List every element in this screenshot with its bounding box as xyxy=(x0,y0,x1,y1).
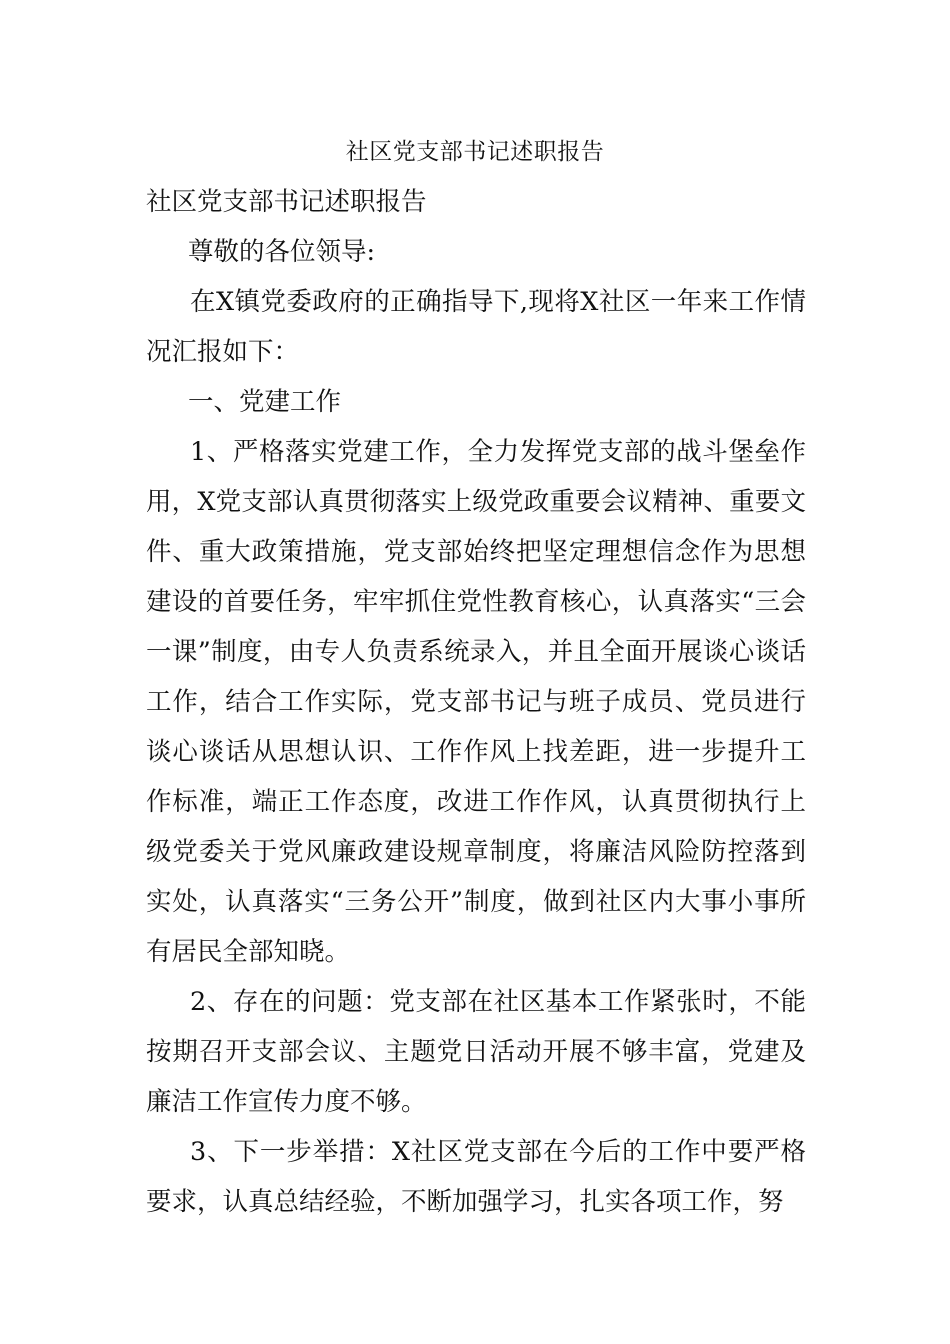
paragraph-next-steps: 3、下一步举措：X社区党支部在今后的工作中要严格要求，认真总结经验，不断加强学习，扎实各项工作，努 xyxy=(146,1137,806,1217)
document-title: 社区党支部书记述职报告 xyxy=(345,139,605,165)
paragraph-existing-problems: 2、存在的问题：党支部在社区基本工作紧张时，不能按期召开支部会议、主题党日活动开展不够丰富，党建及廉洁工作宣传力度不够。 xyxy=(146,987,806,1117)
document-body xyxy=(146,177,806,1227)
document-subtitle: 社区党支部书记述职报告 xyxy=(146,187,427,217)
paragraph-party-building: 1、严格落实党建工作，全力发挥党支部的战斗堡垒作用，X党支部认真贯彻落实上级党政重要会议精神、重要文件、重大政策措施，党支部始终把坚定理想信念作为思想建设的首要任务，牢牢抓住党性教育核心，认真落实“三会一课”制度，由专人负责系统录入，并且全面开展谈心谈话工作，结合工作实际，党支部书记与班子成员、党员进行谈心谈话从思想认识、工作作风上找差距，进一步提升工作标准，端正工作态度，改进工作作风，认真贯彻执行上级党委关于党风廉政建设规章制度，将廉洁风险防控落到实处，认真落实“三务公开”制度，做到社区内大事小事所有居民全部知晓。 xyxy=(146,437,806,967)
salutation: 尊敬的各位领导: xyxy=(188,237,376,267)
intro-paragraph: 在X镇党委政府的正确指导下,现将X社区一年来工作情况汇报如下： xyxy=(146,287,806,367)
section-heading-party-building: 一、党建工作 xyxy=(188,387,342,417)
